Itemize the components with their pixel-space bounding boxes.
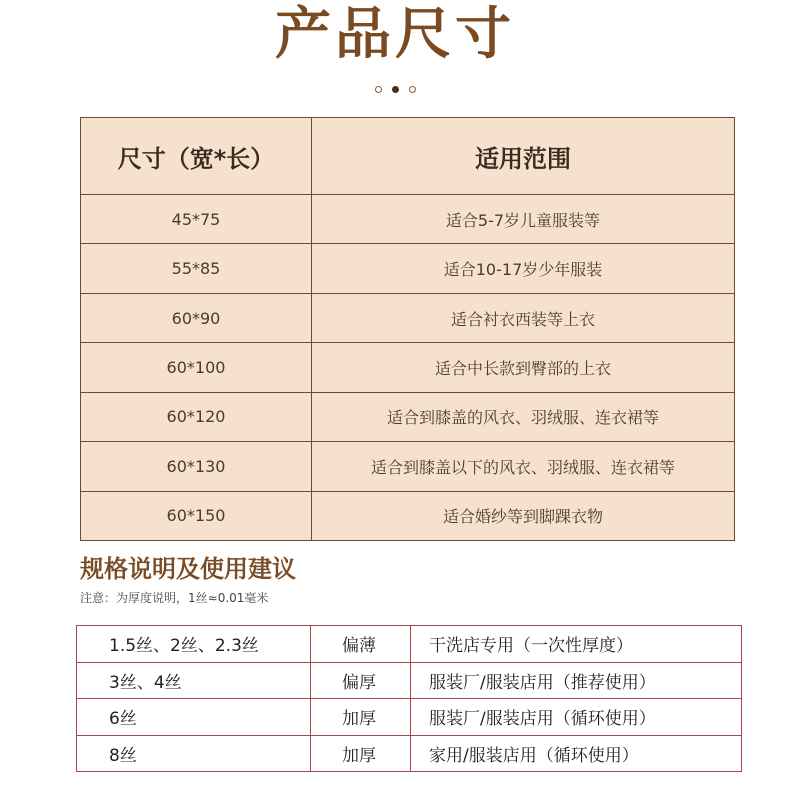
thickness-note: 注意：为厚度说明，1丝≈0.01毫米 [80, 591, 269, 605]
size-table [80, 117, 735, 541]
size-header-label: 尺寸（宽*长） [81, 118, 312, 195]
thickness-cell: 6丝 [77, 699, 311, 736]
table-row [81, 392, 735, 441]
grade-cell: 加厚 [311, 735, 411, 772]
usage-cell: 适合到膝盖的风衣、羽绒服、连衣裙等 [312, 392, 735, 441]
thickness-cell: 1.5丝、2丝、2.3丝 [77, 626, 311, 663]
usage-cell: 服装厂/服装店用（循环使用） [411, 699, 742, 736]
carousel-dot-2-active[interactable] [392, 86, 399, 93]
table-row [77, 662, 742, 699]
usage-cell: 适合婚纱等到脚踝衣物 [312, 491, 735, 540]
carousel-indicator [0, 86, 790, 93]
table-row [81, 343, 735, 392]
table-row [81, 293, 735, 342]
size-cell: 60*90 [81, 293, 312, 342]
spec-table [76, 625, 742, 772]
usage-header-label: 适用范围 [312, 118, 735, 195]
size-cell: 60*150 [81, 491, 312, 540]
table-row [77, 735, 742, 772]
table-row [81, 195, 735, 244]
usage-cell: 适合5-7岁儿童服装等 [312, 195, 735, 244]
usage-cell: 家用/服装店用（循环使用） [411, 735, 742, 772]
page-title: 产品尺寸 [275, 2, 515, 67]
table-row [81, 244, 735, 293]
usage-cell: 适合到膝盖以下的风衣、羽绒服、连衣裙等 [312, 442, 735, 491]
usage-cell: 适合10-17岁少年服装 [312, 244, 735, 293]
carousel-dot-1[interactable] [375, 86, 382, 93]
table-row [81, 491, 735, 540]
usage-cell: 服装厂/服装店用（推荐使用） [411, 662, 742, 699]
size-cell: 60*120 [81, 392, 312, 441]
grade-cell: 加厚 [311, 699, 411, 736]
size-cell: 45*75 [81, 195, 312, 244]
size-table-header [81, 118, 735, 195]
table-row [77, 699, 742, 736]
usage-cell: 适合中长款到臀部的上衣 [312, 343, 735, 392]
size-cell: 60*100 [81, 343, 312, 392]
table-row [81, 442, 735, 491]
table-row [77, 626, 742, 663]
thickness-cell: 8丝 [77, 735, 311, 772]
thickness-cell: 3丝、4丝 [77, 662, 311, 699]
spec-section-title: 规格说明及使用建议 [80, 555, 296, 583]
size-cell: 55*85 [81, 244, 312, 293]
grade-cell: 偏薄 [311, 626, 411, 663]
usage-cell: 适合衬衣西装等上衣 [312, 293, 735, 342]
carousel-dot-3[interactable] [409, 86, 416, 93]
grade-cell: 偏厚 [311, 662, 411, 699]
usage-cell: 干洗店专用（一次性厚度） [411, 626, 742, 663]
size-cell: 60*130 [81, 442, 312, 491]
